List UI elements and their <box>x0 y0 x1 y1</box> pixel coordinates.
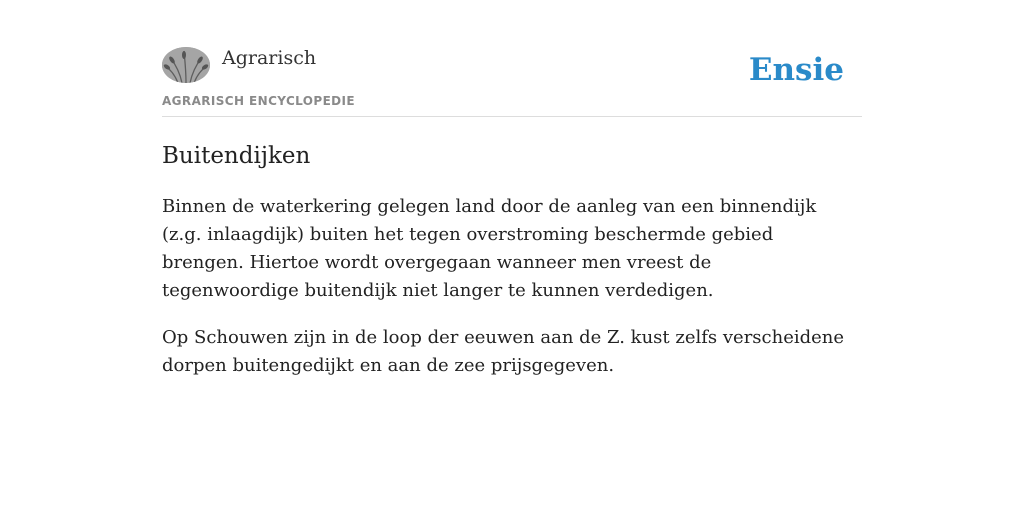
brand-logo-link[interactable]: Ensie <box>748 52 844 88</box>
article-paragraph: Binnen de waterkering gelegen land door de aanleg van een binnendijk (z.g. inlaagdijk) buiten het tegen overstroming beschermde gebied brengen. Hiertoe wordt overgegaan wanneer men vreest de tegenwoordige buitendijk niet langer te kunnen verdedigen. <box>162 196 817 301</box>
site-name[interactable]: Agrarisch <box>222 47 317 69</box>
article-paragraph: Op Schouwen zijn in de loop der eeuwen aan de Z. kust zelfs verscheidene dorpen buitengedijkt en aan de zee prijsgegeven. <box>162 327 845 376</box>
wheat-icon[interactable] <box>162 47 210 83</box>
site-subtitle: AGRARISCH ENCYCLOPEDIE <box>162 94 355 108</box>
site-header <box>162 0 862 117</box>
article-title: Buitendijken <box>162 143 311 169</box>
page-container <box>162 0 862 380</box>
